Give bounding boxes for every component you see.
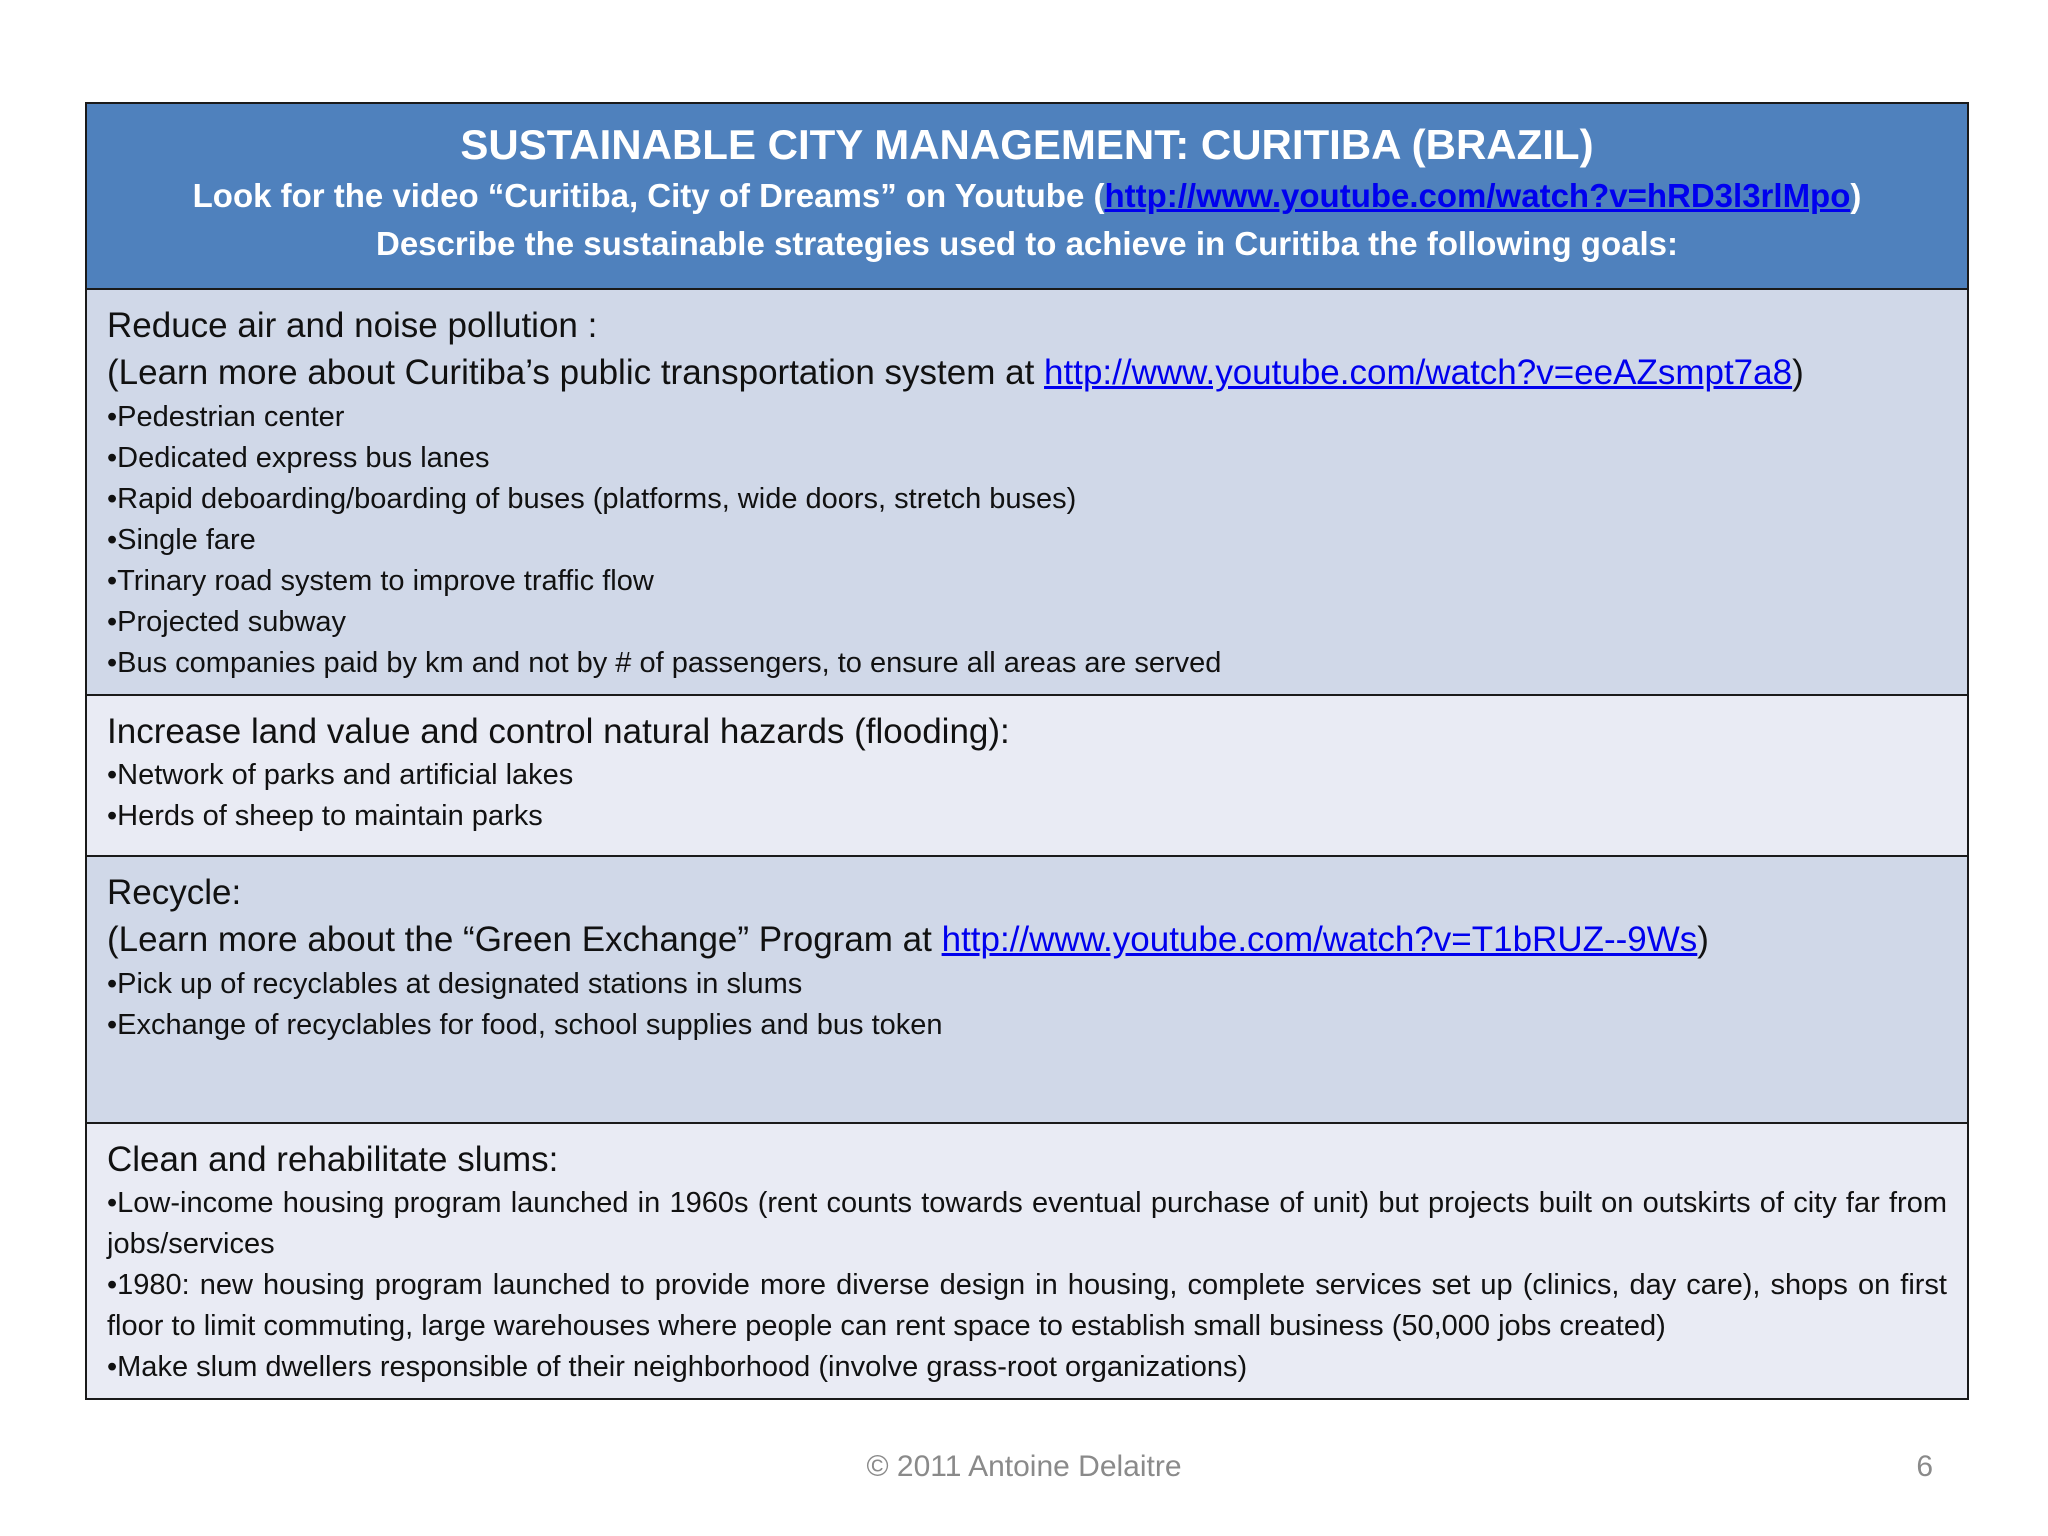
slide-title: SUSTAINABLE CITY MANAGEMENT: CURITIBA (BRAZIL) xyxy=(460,121,1594,168)
list-item: •Trinary road system to improve traffic flow xyxy=(107,565,654,597)
section-note xyxy=(107,916,1947,964)
section-slums xyxy=(87,1124,1967,1398)
bullet-list xyxy=(107,1183,1947,1388)
section-land-value-hazards xyxy=(87,696,1967,857)
section-note-close: ) xyxy=(1697,920,1709,959)
section-note-text: (Learn more about Curitiba’s public transportation system at xyxy=(107,353,1045,392)
section-note xyxy=(107,349,1947,397)
video-link-city-of-dreams[interactable]: http://www.youtube.com/watch?v=hRD3l3rlMpo xyxy=(1104,177,1851,214)
section-title: Reduce air and noise pollution : xyxy=(107,306,598,345)
footer-copyright: © 2011 Antoine Delaitre xyxy=(866,1450,1182,1483)
video-instruction xyxy=(87,172,1967,220)
task-description: Describe the sustainable strategies used to achieve in Curitiba the following goals: xyxy=(376,225,1678,262)
section-recycle xyxy=(87,857,1967,1124)
section-note-close: ) xyxy=(1792,353,1804,392)
section-title: Clean and rehabilitate slums: xyxy=(107,1140,559,1179)
video-link-green-exchange[interactable]: http://www.youtube.com/watch?v=T1bRUZ--9Ws xyxy=(941,920,1698,959)
list-item: •Low-income housing program launched in 1960s (rent counts towards eventual purchase of unit) but projects built on outskirts of city far from jobs/services xyxy=(107,1187,1947,1260)
list-item: •Network of parks and artificial lakes xyxy=(107,759,574,791)
list-item: •Dedicated express bus lanes xyxy=(107,442,490,474)
list-item: •Exchange of recyclables for food, school supplies and bus token xyxy=(107,1009,943,1041)
bullet-list xyxy=(107,755,1947,837)
video-instruction-text: Look for the video “Curitiba, City of Dreams” on Youtube ( xyxy=(192,177,1105,214)
list-item: •1980: new housing program launched to provide more diverse design in housing, complete services set up (clinics, day care), shops on first floor to limit commuting, large warehouses where people can rent space to establish small business (50,000 jobs created) xyxy=(107,1269,1947,1342)
video-instruction-close: ) xyxy=(1850,177,1862,214)
video-link-transportation[interactable]: http://www.youtube.com/watch?v=eeAZsmpt7a8 xyxy=(1044,353,1793,392)
list-item: •Pedestrian center xyxy=(107,401,345,433)
section-title: Increase land value and control natural hazards (flooding): xyxy=(107,712,1010,751)
section-air-noise-pollution xyxy=(87,290,1967,696)
bullet-list xyxy=(107,397,1947,684)
table-header xyxy=(87,104,1967,290)
list-item: •Bus companies paid by km and not by # of passengers, to ensure all areas are served xyxy=(107,647,1222,679)
list-item: •Rapid deboarding/boarding of buses (platforms, wide doors, stretch buses) xyxy=(107,483,1077,515)
section-title: Recycle: xyxy=(107,873,242,912)
content-table xyxy=(85,102,1969,1400)
list-item: •Herds of sheep to maintain parks xyxy=(107,800,543,832)
page-number: 6 xyxy=(1916,1450,1933,1483)
bullet-list xyxy=(107,964,1947,1046)
list-item: •Projected subway xyxy=(107,606,347,638)
section-note-text: (Learn more about the “Green Exchange” Program at xyxy=(107,920,942,959)
list-item: •Make slum dwellers responsible of their neighborhood (involve grass-root organizations) xyxy=(107,1351,1248,1383)
list-item: •Pick up of recyclables at designated stations in slums xyxy=(107,968,803,1000)
list-item: •Single fare xyxy=(107,524,256,556)
